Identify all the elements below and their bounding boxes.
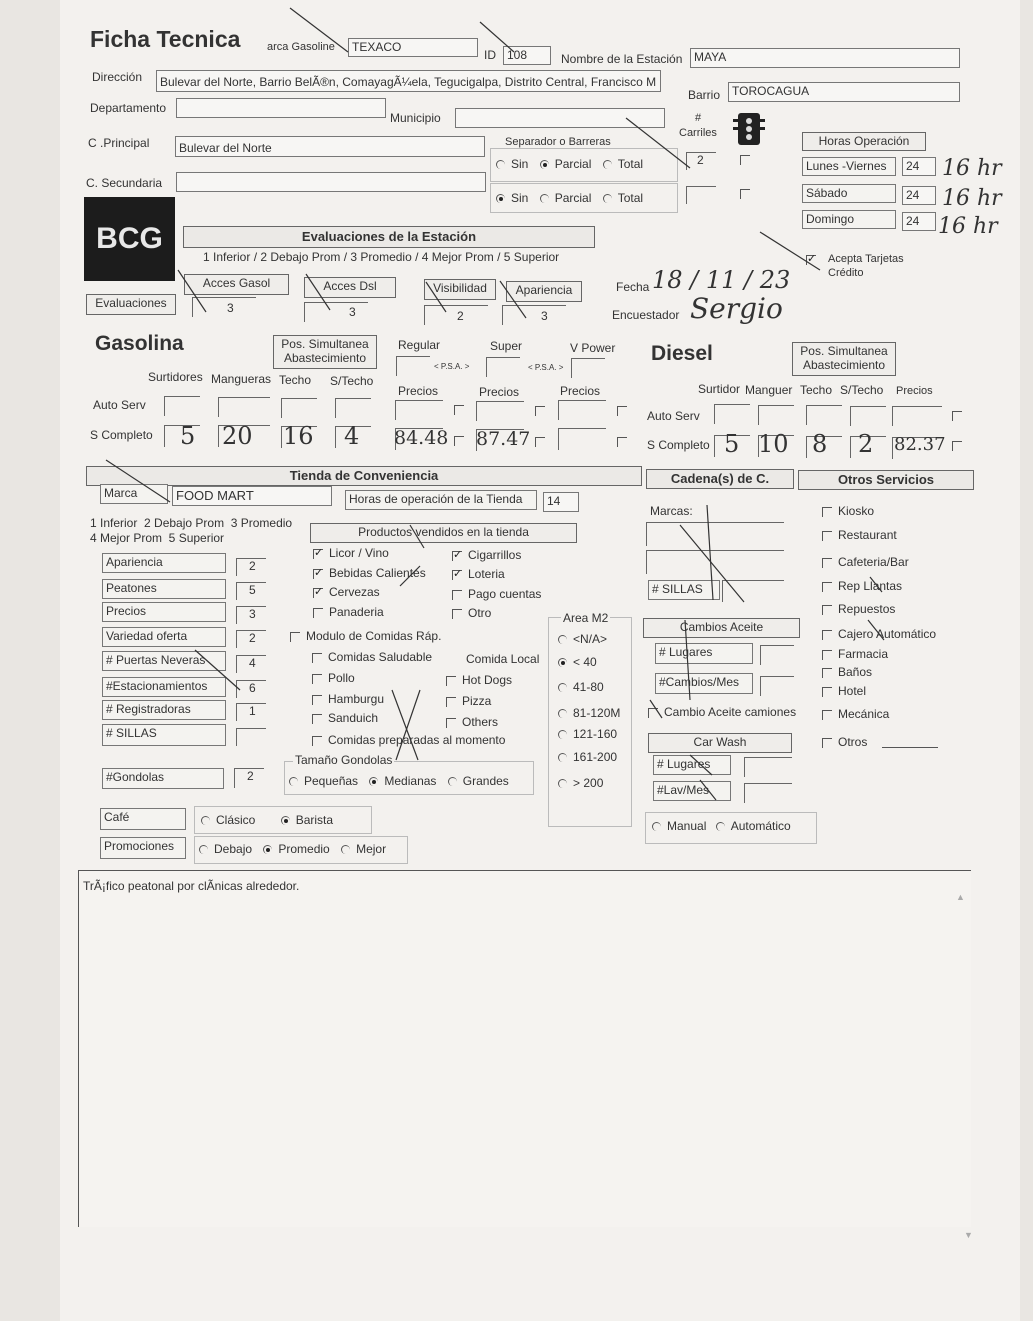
area-title: Area M2 [563,611,609,625]
rating-variedad-label: Variedad oferta [102,627,226,647]
municipio-field[interactable] [455,108,665,128]
gas-sc-check-regular[interactable] [454,433,470,447]
otros-rep-llantas[interactable]: Rep Llantas [822,579,902,593]
otros-cafeteria[interactable]: Cafeteria/Bar [822,555,909,569]
promociones-label: Promociones [100,837,186,859]
tarjetas-label: Acepta Tarjetas Crédito [828,253,904,279]
gas-sc-check-super[interactable] [535,434,551,448]
gas-col-stecho: S/Techo [330,374,374,388]
area-81-120[interactable]: 81-120M [558,706,620,720]
gas-precios-regular: Precios [398,384,439,398]
tienda-scale: 1 Inferior 2 Debajo Prom 3 Promedio 4 Mejor Prom 5 Superior [90,516,293,545]
rating-apariencia-field[interactable]: 2 [236,558,266,576]
sep1-total-radio[interactable] [603,160,612,169]
comentarios-text: TrÃ¡fico peatonal por clÃnicas alrededor. [83,879,300,893]
promo-mejor-radio[interactable] [341,845,350,854]
comida-pollo[interactable]: Pollo [312,671,355,685]
otros-restaurant[interactable]: Restaurant [822,528,897,542]
dsl-as-check[interactable] [952,408,968,422]
visibilidad-button[interactable]: Visibilidad [424,279,496,300]
area-121-160[interactable]: 121-160 [558,727,617,741]
departamento-label: Departamento [90,101,167,115]
carriles-label: Carriles [679,127,717,139]
gondolas-title: Tamaño Gondolas [295,753,393,767]
barrio-label: Barrio [688,88,721,102]
dsl-col-precios: Precios [896,385,933,397]
acces-dsl-button[interactable]: Acces Dsl [304,277,396,298]
rating-estacionamientos-label: #Estacionamientos [102,677,226,697]
dsl-as-stecho[interactable] [850,406,886,426]
rating-puertas-label: # Puertas Neveras [102,651,226,671]
prod-cervezas[interactable]: ✓Cervezas [313,585,380,599]
separador-row1[interactable] [496,157,643,171]
c-principal-field[interactable]: Bulevar del Norte [175,136,485,157]
tienda-title: Tienda de Conveniencia [86,466,642,486]
tienda-marca-label: Marca [100,484,168,504]
gas-sc-precio-super: 87.47 [476,428,531,450]
comida-local-label: Comida Local [466,652,540,666]
rating-registradoras-field[interactable]: 1 [236,703,266,721]
id-field[interactable]: 108 [503,46,551,65]
dsl-col-techo: Techo [800,383,833,397]
encuestador-value[interactable]: Sergio [690,292,783,325]
rating-gondolas-field[interactable]: 2 [234,768,264,788]
gas-sc-precio-regular: 84.48 [394,427,449,449]
gas-pos-simultanea-button[interactable]: Pos. Simultanea Abastecimiento [273,335,377,369]
otros-repuestos[interactable]: Repuestos [822,602,895,616]
gas-super-psa-field[interactable] [486,357,520,377]
c-secundaria-label: C. Secundaria [86,176,163,190]
estacion-label: Nombre de la Estación [561,52,683,66]
cw-lav-label: #Lav/Mes [653,781,731,801]
gas-as-check-regular[interactable] [454,402,470,416]
comida-saludable[interactable]: Comidas Saludable [312,650,432,664]
rating-peatones-label: Peatones [102,579,226,599]
cw-automatico-radio[interactable] [716,822,725,831]
dsl-sc-surtidor: 5 [724,430,740,458]
municipio-label: Municipio [390,111,441,125]
area-gt200[interactable]: > 200 [558,776,603,790]
scroll-down-icon[interactable]: ▼ [964,1230,973,1240]
gondolas-opts[interactable]: Pequeñas Medianas Grandes [289,774,509,788]
sep2-parcial-radio[interactable] [540,194,549,203]
cadena-sillas-field[interactable] [722,580,784,602]
prod-bebidas[interactable]: ✓Bebidas Calientes [313,566,426,580]
horas-dom-label: Domingo [802,210,896,229]
prod-licor[interactable]: ✓Licor / Vino [313,546,389,560]
gas-as-precio-super[interactable] [476,401,524,421]
rating-sillas-label: # SILLAS [102,724,226,746]
cw-type-opts[interactable]: Manual Automático [652,819,791,833]
cadena-marcas-label: Marcas: [650,504,693,518]
gas-as-mangueras[interactable] [218,397,270,417]
dsl-s-completo-label: S Completo [647,438,710,452]
sep1-parcial-radio[interactable] [540,160,549,169]
dsl-as-surtidor[interactable] [714,404,750,424]
dsl-col-surtidor: Surtidor [698,382,741,396]
estacion-field[interactable]: MAYA [690,48,960,68]
cadena-sillas-label: # SILLAS [648,580,720,600]
horas-title-button[interactable]: Horas Operación [802,132,926,151]
rating-estacionamientos-field[interactable]: 6 [236,680,266,698]
diesel-title: Diesel [651,342,713,365]
gas-regular-label: Regular [398,338,441,352]
gas-as-precio-vpower[interactable] [558,400,606,420]
otros-title: Otros Servicios [798,470,974,490]
gas-super-label: Super [490,339,523,353]
prod-pago-cuentas[interactable]: Pago cuentas [452,587,541,601]
horas-lv-field[interactable]: 24 [902,157,936,176]
rating-sillas-field[interactable] [236,728,266,746]
otros-otros-line [882,747,938,748]
gas-sc-stecho: 4 [344,422,360,450]
gas-as-stecho[interactable] [335,398,371,418]
gas-vpower-psa-field[interactable] [571,358,605,378]
gas-sc-surtidores: 5 [180,422,196,450]
prod-loteria[interactable]: ✓ Loteria [452,567,505,581]
gas-as-check-super[interactable] [535,403,551,417]
area-41-80[interactable]: 41-80 [558,680,604,694]
barrio-field[interactable]: TOROCAGUA [728,82,960,102]
gas-sc-precio-vpower[interactable] [558,428,606,450]
sep2-sin-radio[interactable] [496,194,505,203]
rating-apariencia-label: Apariencia [102,553,226,573]
carriles-check-2[interactable] [740,186,756,200]
gas-regular-psa-field[interactable] [396,356,430,376]
cafe-barista-radio[interactable] [281,816,290,825]
cadena-title: Cadena(s) de C. [646,469,794,489]
promo-promedio-radio[interactable] [263,845,272,854]
rating-precios-field[interactable]: 3 [236,606,266,624]
sep2-total-radio[interactable] [603,194,612,203]
gas-psa-2: < P.S.A. > [528,363,564,372]
form-title: Ficha Tecnica [90,26,241,52]
rating-gondolas-label: #Gondolas [102,768,224,789]
gas-col-surtidores: Surtidores [148,370,203,384]
dsl-auto-serv-label: Auto Serv [647,409,700,423]
cambios-aceite-button[interactable]: Cambios Aceite [643,618,800,638]
comida-sanduich[interactable]: Sanduich [312,711,378,725]
dsl-sc-stecho: 2 [858,430,874,458]
area-group [548,617,632,827]
acces-gasol-button[interactable]: Acces Gasol [184,274,289,295]
dsl-as-manguer[interactable] [758,405,794,425]
cafe-label: Café [100,808,186,830]
carriles-hash: # [695,112,702,124]
comida-pizza[interactable]: Pizza [446,694,491,708]
dsl-sc-techo: 8 [812,430,828,458]
gas-as-techo[interactable] [281,398,317,418]
cw-manual-radio[interactable] [652,822,661,831]
rating-variedad-field[interactable]: 2 [236,630,266,648]
promo-debajo-radio[interactable] [199,845,208,854]
area-na[interactable]: <N/A> [558,632,607,646]
gasolina-title: Gasolina [95,332,184,355]
horas-sab-label: Sábado [802,184,896,203]
gondola-medianas-radio[interactable] [369,777,378,786]
departamento-field[interactable] [176,98,386,118]
dsl-as-precio[interactable] [892,406,942,426]
sep2-sin-label: Sin [511,191,529,205]
rating-peatones-field[interactable]: 5 [236,582,266,600]
rating-puertas-field[interactable]: 4 [236,655,266,673]
rating-registradoras-label: # Registradoras [102,700,226,720]
otros-mecanica[interactable]: Mecánica [822,707,889,721]
cw-lugares-field[interactable] [744,757,792,777]
otros-hotel[interactable]: Hotel [822,684,866,698]
gas-precios-super: Precios [479,385,520,399]
cadena-marca-field-2[interactable] [646,550,784,574]
otros-banos[interactable]: Baños [822,665,872,679]
separador-row2[interactable] [496,191,643,205]
sep2-parcial-label: Parcial [554,191,592,205]
otros-kiosko[interactable]: Kiosko [822,504,874,518]
evaluaciones-button[interactable]: Evaluaciones [86,294,176,315]
gas-sc-check-vpower[interactable] [617,434,633,448]
direccion-field[interactable]: Bulevar del Norte, Barrio BelÃ®n, ComayagÃ¼ela, Tegucigalpa, Distrito Central, Francisco M [156,70,661,92]
gas-s-completo-label: S Completo [90,428,153,442]
carriles-field-2[interactable] [686,186,716,204]
horas-dom-note: 16 hr [938,214,998,239]
gas-vpower-label: V Power [570,341,616,355]
sep1-sin-radio[interactable] [496,160,505,169]
gas-sc-techo: 16 [283,422,314,450]
horas-lv-note: 16 hr [942,156,1002,181]
prod-cigarrillos[interactable]: ✓ Cigarrillos [452,548,521,562]
gondola-pequenas-radio[interactable] [289,777,298,786]
scroll-up-icon[interactable]: ▲ [956,892,965,902]
ca-cambios-mes-field[interactable] [760,676,794,696]
acces-gasol-field[interactable]: 3 [192,297,256,317]
marca-field[interactable]: TEXACO [348,38,478,57]
dsl-col-manguer: Manguer [745,383,793,397]
dsl-col-stecho: S/Techo [840,383,884,397]
apariencia-field[interactable]: 3 [502,305,566,325]
area-161-200[interactable]: 161-200 [558,750,617,764]
cadena-marca-field-1[interactable] [646,522,784,546]
tienda-marca-field[interactable]: FOOD MART [172,486,332,506]
otros-cajero[interactable]: Cajero Automático [822,627,936,641]
evaluaciones-scale: 1 Inferior / 2 Debajo Prom / 3 Promedio / 4 Mejor Prom / 5 Superior [203,250,560,264]
gas-precios-vpower: Precios [560,384,601,398]
promo-opts[interactable]: Debajo Promedio Mejor [199,842,386,856]
comida-hamburgu[interactable]: Hamburgu [312,692,384,706]
ca-lugares-label: # Lugares [655,643,753,664]
comentarios-textarea[interactable] [78,870,971,1227]
carriles-field[interactable]: 2 [686,152,716,170]
cw-lugares-label: # Lugares [653,755,731,775]
dsl-as-techo[interactable] [806,405,842,425]
gondola-grandes-radio[interactable] [448,777,457,786]
otros-farmacia[interactable]: Farmacia [822,647,888,661]
marca-label: arca Gasoline [267,41,335,53]
sep1-total-label: Total [617,157,644,171]
cafe-opts[interactable]: Clásico Barista [201,813,333,827]
comida-others[interactable]: Others [446,715,498,729]
dsl-sc-manguer: 10 [758,430,789,458]
evaluaciones-title: Evaluaciones de la Estación [183,226,595,248]
fecha-label: Fecha [616,280,650,294]
comida-preparadas[interactable]: Comidas preparadas al momento [312,733,505,747]
horas-sab-field[interactable]: 24 [902,186,936,205]
gas-col-techo: Techo [279,373,312,387]
tarjetas-checkbox[interactable] [806,252,822,266]
tienda-horas-field[interactable]: 14 [543,492,579,512]
prod-panaderia[interactable]: Panaderia [313,605,384,619]
acces-dsl-field[interactable]: 3 [304,302,368,322]
cafe-clasico-radio[interactable] [201,816,210,825]
horas-lv-label: Lunes -Viernes [802,157,896,176]
bcg-logo: BCG [84,197,175,281]
ca-lugares-field[interactable] [760,645,794,665]
otros-otros[interactable]: Otros [822,735,867,749]
encuestador-label: Encuestador [612,308,680,322]
ca-camiones[interactable]: Cambio Aceite camiones [648,705,796,719]
gas-as-check-vpower[interactable] [617,403,633,417]
apariencia-button[interactable]: Apariencia [506,281,582,302]
horas-dom-field[interactable]: 24 [902,212,936,231]
productos-title: Productos vendidos en la tienda [310,523,577,543]
cw-lav-field[interactable] [744,783,792,803]
dsl-sc-precio: 82.37 [894,434,946,455]
gas-psa-1: < P.S.A. > [434,362,470,371]
area-lt40[interactable]: < 40 [558,655,597,669]
gas-as-precio-regular[interactable] [395,400,443,420]
separador-title: Separador o Barreras [505,136,611,148]
ca-cambios-mes-label: #Cambios/Mes [655,673,753,694]
fecha-value[interactable]: 18 / 11 / 23 [652,266,791,294]
direccion-label: Dirección [92,70,143,84]
gas-col-mangueras: Mangueras [211,372,272,386]
gas-sc-mangueras: 20 [222,422,253,450]
rating-precios-label: Precios [102,602,226,622]
sep2-total-label: Total [617,191,644,205]
carriles-check-1[interactable] [740,152,756,166]
comidas-title[interactable]: Modulo de Comidas Ráp. [290,629,441,643]
gas-as-surtidores[interactable] [164,396,200,416]
visibilidad-field[interactable]: 2 [424,305,488,325]
comida-hotdogs[interactable]: Hot Dogs [446,673,512,687]
sep1-parcial-label: Parcial [554,157,592,171]
c-secundaria-field[interactable] [176,172,486,192]
dsl-sc-check[interactable] [952,438,968,452]
dsl-pos-simultanea-button[interactable]: Pos. Simultanea Abastecimiento [792,342,896,376]
id-label: ID [484,48,496,62]
horas-sab-note: 16 hr [942,186,1002,211]
car-wash-button[interactable]: Car Wash [648,733,792,753]
gas-auto-serv-label: Auto Serv [93,398,146,412]
tienda-horas-label: Horas de operación de la Tienda [345,490,537,510]
prod-otro[interactable]: Otro [452,606,491,620]
sep1-sin-label: Sin [511,157,529,171]
c-principal-label: C .Principal [88,136,150,150]
